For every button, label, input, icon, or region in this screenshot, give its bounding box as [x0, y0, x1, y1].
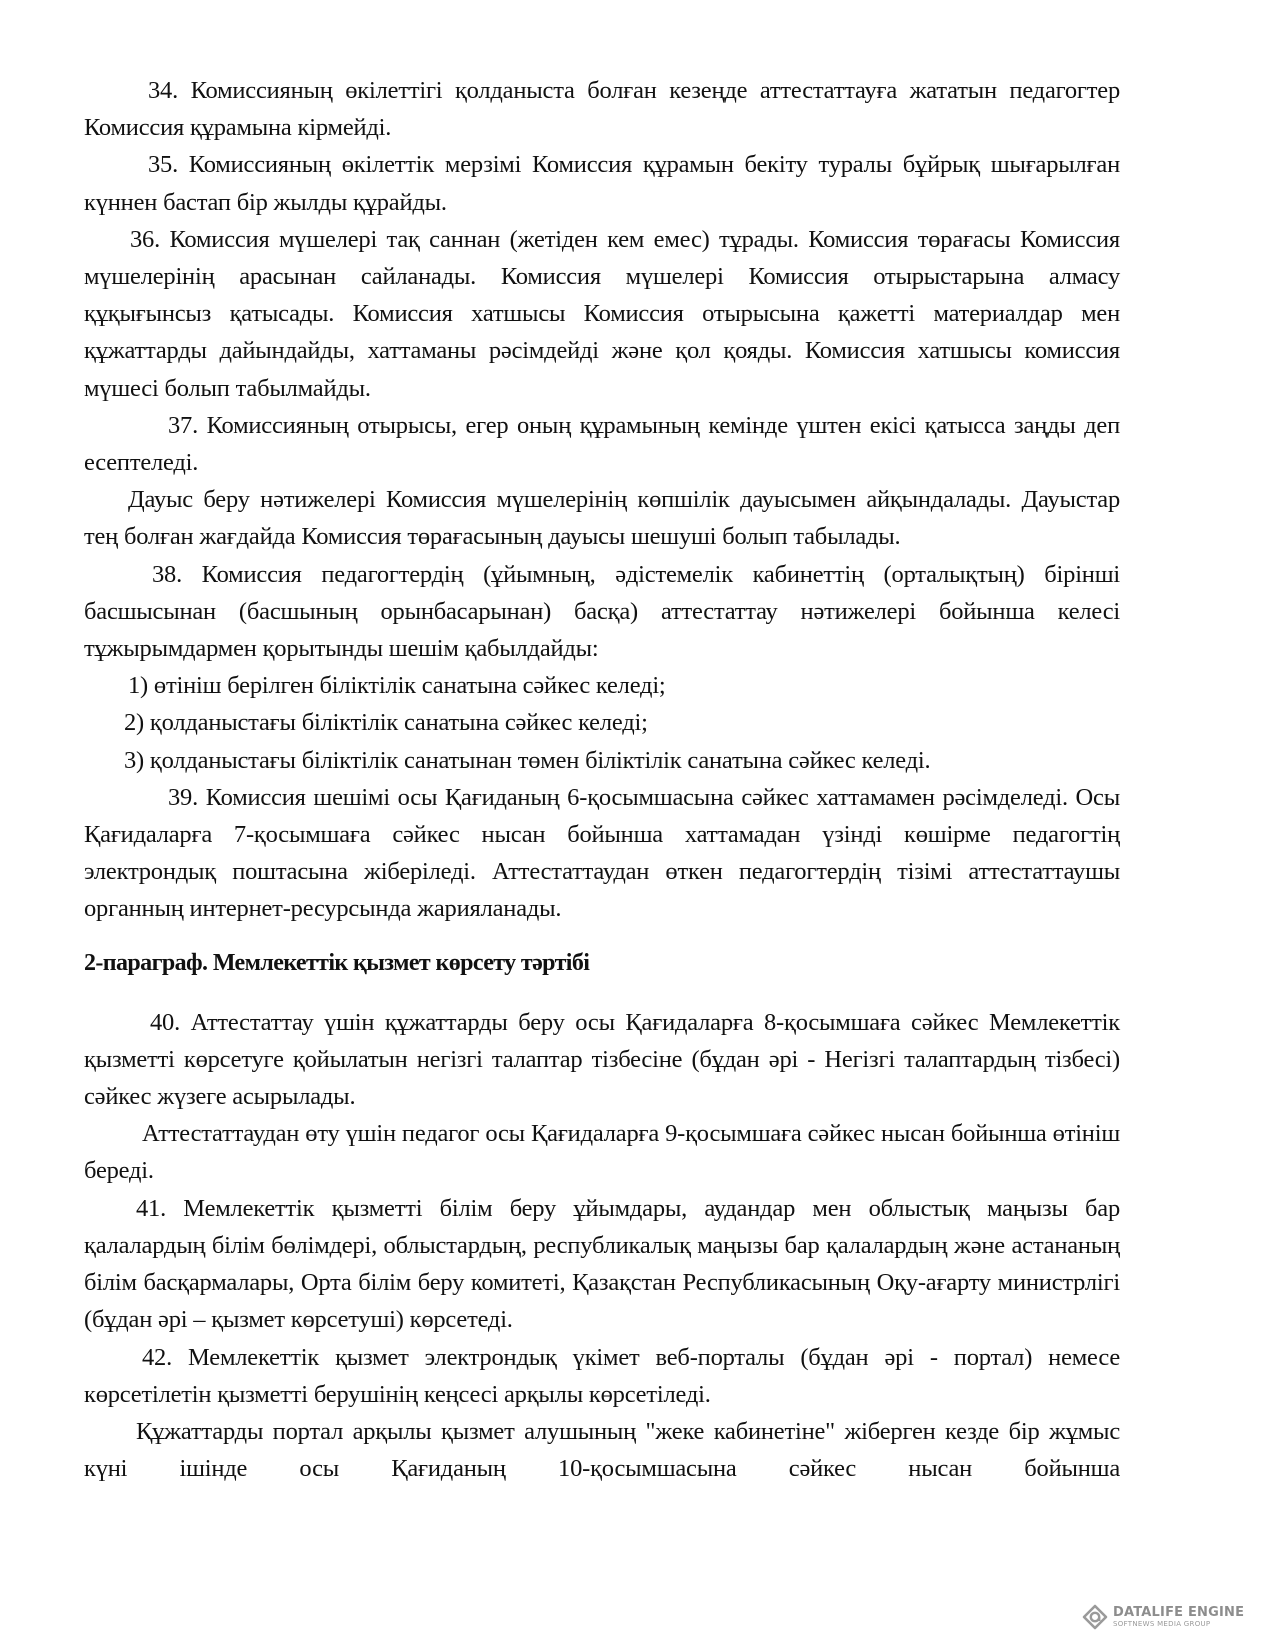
paragraph-34: 34. Комиссияның өкілеттігі қолданыста болған кезеңде аттестаттауға жататын педагогтер Комиссия құрамына кірмейді.: [84, 77, 1120, 142]
paragraph-35: 35. Комиссияның өкілеттік мерзімі Комиссия құрамын бекіту туралы бұйрық шығарылған күннен бастап бір жылды құрайды.: [84, 151, 1120, 216]
paragraph-39: 39. Комиссия шешімі осы Қағиданың 6-қосымшасына сәйкес хаттамамен рәсімделеді. Осы Қағидаларға 7-қосымшаға сәйкес нысан бойынша хаттамадан үзінді көшірме педагогтің электрондық поштасына жіберіледі. Аттестаттаудан өткен педагогтердің тізімі аттестаттаушы органның интернет-ресурсында жарияланады.: [84, 783, 1120, 923]
paragraph-38: 38. Комиссия педагогтердің (ұйымның, әдістемелік кабинеттің (орталықтың) бірінші басшысынан (басшының орынбасарынан) басқа) аттестаттау нәтижелері бойынша келесі тұжырымдармен қорытынды шешім қабылдайды:: [84, 560, 1120, 663]
watermark-subtitle: SOFTNEWS MEDIA GROUP: [1113, 1620, 1211, 1628]
paragraph-36: 36. Комиссия мүшелері тақ саннан (жетіден кем емес) тұрады. Комиссия төрағасы Комиссия мүшелерінің арасынан сайланады. Комиссия мүшелері Комиссия отырыстарына алмасу құқығынсыз қатысады. Комиссия хатшысы Комиссия отырысына қажетті материалдар мен құжаттарды дайындайды, хаттаманы рәсімдейді және қол қояды. Комиссия хатшысы комиссия мүшесі болып табылмайды.: [84, 225, 1120, 402]
paragraph-37-voting: Дауыс беру нәтижелері Комиссия мүшелерінің көпшілік дауысымен айқындалады. Дауыстар тең болған жағдайда Комиссия төрағасының дауысы шешуші болып табылады.: [84, 486, 1120, 551]
paragraph-40-application: Аттестаттаудан өту үшін педагог осы Қағидаларға 9-қосымшаға сәйкес нысан бойынша өтініш береді.: [84, 1120, 1120, 1185]
section-heading: 2-параграф. Мемлекеттік қызмет көрсету тәртібі: [84, 949, 590, 976]
paragraph-42: 42. Мемлекеттік қызмет электрондық үкімет веб-порталы (бұдан әрі - портал) немесе көрсетілетін қызметті берушінің кеңсесі арқылы көрсетіледі.: [84, 1343, 1120, 1408]
list-item-1: 1) өтініш берілген біліктілік санатына сәйкес келеді;: [128, 672, 666, 700]
datalife-logo-icon: [1082, 1604, 1108, 1630]
watermark-title: DATALIFE ENGINE: [1113, 1605, 1245, 1620]
paragraph-37: 37. Комиссияның отырысы, егер оның құрамының кемінде үштен екісі қатысса заңды деп есептеледі.: [84, 411, 1120, 477]
watermark: [1082, 1604, 1244, 1630]
paragraph-42-portal: Құжаттарды портал арқылы қызмет алушының "жеке кабинетіне" жіберген кезде бір жұмыс күні ішінде осы Қағиданың 10-қосымшасына сәйкес нысан бойынша: [84, 1417, 1120, 1483]
list-item-3: 3) қолданыстағы біліктілік санатынан төмен біліктілік санатына сәйкес келеді.: [124, 746, 931, 774]
list-item-2: 2) қолданыстағы біліктілік санатына сәйкес келеді;: [124, 709, 648, 737]
paragraph-40: 40. Аттестаттау үшін құжаттарды беру осы Қағидаларға 8-қосымшаға сәйкес Мемлекеттік қызметті көрсетуге қойылатын негізгі талаптар тізбесіне (бұдан әрі - Негізгі талаптардың тізбесі) сәйкес жүзеге асырылады.: [84, 1008, 1120, 1111]
paragraph-41: 41. Мемлекеттік қызметті білім беру ұйымдары, аудандар мен облыстық маңызы бар қалалардың білім бөлімдері, облыстардың, республикалық маңызы бар қалалардың және астананың білім басқармалары, Орта білім беру комитеті, Қазақстан Республикасының Оқу-ағарту министрлігі (бұдан әрі – қызмет көрсетуші) көрсетеді.: [84, 1194, 1120, 1334]
document-page: [84, 72, 1120, 1487]
